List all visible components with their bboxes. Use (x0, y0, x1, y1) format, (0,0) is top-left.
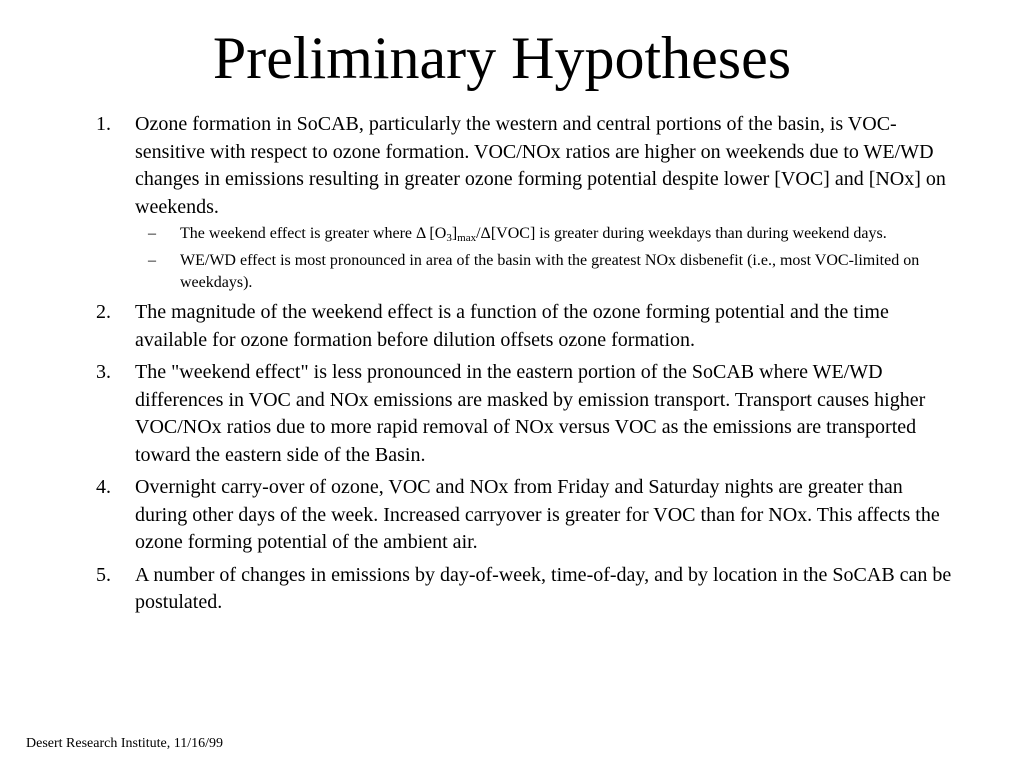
sub-item-text-before: The weekend effect is greater where Δ [O (180, 225, 447, 242)
subscript-3: 3 (446, 232, 452, 244)
subscript-max: max (457, 232, 477, 244)
item-text: A number of changes in emissions by day-of-week, time-of-day, and by location in the SoCAB can be postulated. (135, 563, 952, 613)
sub-item-text-mid: ] (451, 225, 458, 242)
item-number: 3. (96, 361, 111, 383)
item-number: 4. (96, 476, 111, 498)
item-text: The "weekend effect" is less pronounced in the eastern portion of the SoCAB where WE/WD differences in VOC and NOx emissions are masked by emission transport. Transport causes higher VOC/NOx ratios due to more rapid removal of NOx versus VOC as the emissions are transported toward the eastern side of the Basin. (135, 361, 926, 466)
item-text: Overnight carry-over of ozone, VOC and NOx from Friday and Saturday nights are greater than during other days of the week. Increased carryover is greater for VOC than for NOx. This affects the ozone forming potential of the ambient air. (135, 476, 940, 553)
sub-bullet-list (135, 223, 956, 294)
hypothesis-item-4 (96, 474, 956, 557)
item-number: 5. (96, 563, 111, 586)
item-text: The magnitude of the weekend effect is a function of the ozone forming potential and the time available for ozone formation before dilution offsets ozone formation. (135, 301, 889, 351)
hypothesis-item-3 (96, 359, 956, 469)
sub-item-text: WE/WD effect is most pronounced in area of the basin with the greatest NOx disbenefit (i.e., most VOC-limited on weekdays). (180, 252, 920, 291)
dash-bullet: – (148, 252, 156, 269)
item-number: 2. (96, 301, 111, 323)
hypothesis-item-5 (96, 562, 956, 617)
sub-item-text-after: /Δ[VOC] is greater during weekdays than during weekend days. (476, 225, 887, 242)
slide-body (96, 111, 956, 622)
item-number: 1. (96, 113, 111, 135)
sub-bullet-item-2 (135, 250, 956, 294)
hypothesis-item-1 (96, 111, 956, 294)
hypothesis-item-2 (96, 299, 956, 354)
dash-bullet: – (148, 225, 156, 242)
item-text: Ozone formation in SoCAB, particularly the western and central portions of the basin, is VOC-sensitive with respect to ozone formation. VOC/NOx ratios are higher on weekends due to WE/WD changes in emissions resulting in greater ozone forming potential despite lower [VOC] and [NOx] on weekends. (135, 113, 946, 218)
slide-footer: Desert Research Institute, 11/16/99 (26, 736, 223, 751)
hypotheses-list (96, 111, 956, 617)
sub-bullet-item-1 (135, 223, 956, 245)
slide-title: Preliminary Hypotheses (212, 25, 792, 91)
